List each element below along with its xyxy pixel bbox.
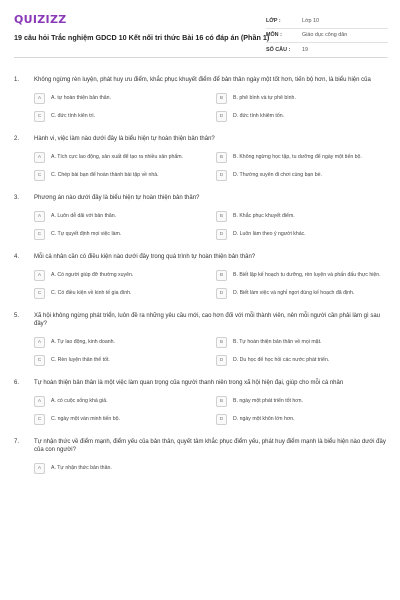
option-text: B. Biết lập kế hoạch tu dưỡng, rèn luyện và phấn đấu thực hiện. [233,272,381,278]
answer-option[interactable] [34,337,204,348]
answer-options [14,152,386,181]
meta-label: MÔN : [266,32,282,39]
question [14,312,386,366]
answer-option[interactable] [216,170,386,181]
question-number: 3. [14,195,20,201]
option-text: A. Tự lao động, kinh doanh. [51,339,115,345]
question-number: 5. [14,313,20,319]
question [14,135,386,181]
answer-options [14,211,386,240]
option-text: A. Tự nhận thức bản thân. [51,465,112,471]
option-text: C. Rèn luyện thân thể tốt. [51,357,110,363]
question-list [14,76,386,487]
option-text: C. Chép bài bạn để hoàn thành bài tập về nhà. [51,172,159,178]
answer-option[interactable] [216,111,386,122]
answer-option[interactable] [34,211,204,222]
answer-option[interactable] [34,414,204,425]
answer-options [14,93,386,122]
option-letter-box: B [216,396,227,407]
answer-option[interactable] [34,270,204,281]
question-head [14,194,386,202]
question-number: 6. [14,380,20,386]
answer-option[interactable] [216,337,386,348]
question-number: 4. [14,254,20,260]
question [14,379,386,425]
meta-value: Lớp 10 [302,17,320,24]
meta-value: Giáo dục công dân [302,32,348,39]
question-text: Tự nhận thức về điểm mạnh, điểm yếu của bản thân, quyết tâm khắc phục điểm yếu, phát huy điểm mạnh là biểu hiện nào dưới đây của con người? [34,439,386,453]
option-letter-box: C [34,288,45,299]
question-text: Tự hoàn thiện bản thân là một việc làm quan trọng của người thanh niên trong xã hội hiện đại, giúp cho mỗi cá nhân [34,380,344,386]
option-letter-box: C [34,414,45,425]
option-text: A. Có người giúp đỡ thường xuyên. [51,272,134,278]
option-text: D. Du học để học hỏi các nước phát triển. [233,357,330,363]
option-letter-box: D [216,229,227,240]
header-divider [14,57,386,58]
option-letter-box: A [34,270,45,281]
meta-label: SỐ CÂU : [266,46,291,53]
option-letter-box: B [216,337,227,348]
option-letter-box: A [34,211,45,222]
option-text: A. tự hoàn thiện bản thân. [51,95,112,101]
question-head [14,379,386,387]
answer-option[interactable] [216,211,386,222]
question-text: Phương án nào dưới đây là biểu hiện tự hoàn thiện bản thân? [34,195,200,201]
question-head [14,253,386,261]
option-text: A. Luôn dễ dãi với bản thân. [51,213,117,219]
meta-panel [266,14,388,58]
option-letter-box: B [216,152,227,163]
answer-option[interactable] [216,270,386,281]
answer-options [14,463,386,474]
option-letter-box: B [216,270,227,281]
answer-option[interactable] [34,170,204,181]
option-letter-box: D [216,170,227,181]
option-letter-box: B [216,211,227,222]
answer-option[interactable] [34,396,204,407]
answer-options [14,270,386,299]
page-title: 19 câu hỏi Trắc nghiệm GDCD 10 Kết nối tri thức Bài 16 có đáp án (Phần 1) [14,33,270,42]
meta-label: LỚP : [266,17,281,24]
option-letter-box: B [216,93,227,104]
option-letter-box: A [34,463,45,474]
question [14,438,386,474]
question-number: 2. [14,136,20,142]
option-letter-box: A [34,93,45,104]
answer-option[interactable] [34,355,204,366]
question-text: Mỗi cá nhân cần có điều kiện nào dưới đây trong quá trình tự hoàn thiện bản thân? [34,254,256,260]
question [14,76,386,122]
option-text: D. Thường xuyên đi chơi cùng bạn bè. [233,172,322,178]
option-letter-box: D [216,288,227,299]
option-letter-box: A [34,152,45,163]
answer-option[interactable] [34,229,204,240]
option-letter-box: A [34,396,45,407]
option-text: B. Tự hoàn thiện bản thân về mọi mặt. [233,339,322,345]
answer-option[interactable] [216,355,386,366]
answer-option[interactable] [216,414,386,425]
option-text: B. Khắc phục khuyết điểm. [233,213,295,219]
option-text: D. ngày một khôn lớn hơn. [233,416,295,422]
question-head [14,438,386,454]
answer-option[interactable] [34,111,204,122]
option-text: D. đức tính khiêm tốn. [233,113,285,119]
option-text: A. Tích cực lao động, sản xuất để tạo ra nhiều sản phẩm. [51,154,183,160]
answer-option[interactable] [34,93,204,104]
option-text: D. Luôn làm theo ý người khác. [233,231,306,237]
option-text: D. Biết làm việc và nghỉ ngơi đúng kế hoạch đã định. [233,290,355,296]
question-number: 1. [14,77,20,83]
question [14,194,386,240]
answer-option[interactable] [216,229,386,240]
answer-option[interactable] [34,288,204,299]
option-text: B. Không ngừng học tập, tu dưỡng để ngày một tiến bộ. [233,154,362,160]
option-letter-box: C [34,355,45,366]
option-letter-box: D [216,414,227,425]
answer-options [14,396,386,425]
answer-option[interactable] [216,396,386,407]
answer-option[interactable] [34,463,204,474]
option-letter-box: D [216,355,227,366]
option-letter-box: C [34,111,45,122]
question-text: Xã hội không ngừng phát triển, luôn đề ra những yêu cầu mới, cao hơn đối với mỗi thành viên, nên mỗi người cần phải làm gì sau đây? [34,313,380,327]
option-text: C. ngày một vàn minh tiến bộ. [51,416,120,422]
question-number: 7. [14,439,20,445]
logo: QUIZIZZ [14,13,67,26]
option-text: A. có cuộc sống khá giả. [51,398,108,404]
question-text: Hành vi, việc làm nào dưới đây là biểu hiện tự hoàn thiện bản thân? [34,136,215,142]
option-text: B. ngày một phát triển tốt hơn. [233,398,304,404]
question-head [14,76,386,84]
meta-row-subject [266,29,388,44]
answer-options [14,337,386,366]
option-letter-box: D [216,111,227,122]
answer-option[interactable] [34,152,204,163]
option-text: C. Tự quyết định mọi việc làm. [51,231,122,237]
question-text: Không ngừng rèn luyện, phát huy ưu điểm, khắc phục khuyết điểm để bản thân ngày một tốt hơn, tiến bộ hơn, là biểu hiện của [34,77,371,83]
question-head [14,312,386,328]
meta-value: 19 [302,46,308,53]
option-letter-box: C [34,229,45,240]
answer-option[interactable] [216,152,386,163]
question [14,253,386,299]
option-letter-box: A [34,337,45,348]
meta-row-count [266,43,388,58]
answer-option[interactable] [216,93,386,104]
answer-option[interactable] [216,288,386,299]
question-head [14,135,386,143]
option-letter-box: C [34,170,45,181]
option-text: C. Có điều kiện về kinh tế gia đình. [51,290,132,296]
option-text: C. đức tính kiên trì. [51,113,96,119]
option-text: B. phê bình và tự phê bình. [233,95,296,101]
meta-row-class [266,14,388,29]
